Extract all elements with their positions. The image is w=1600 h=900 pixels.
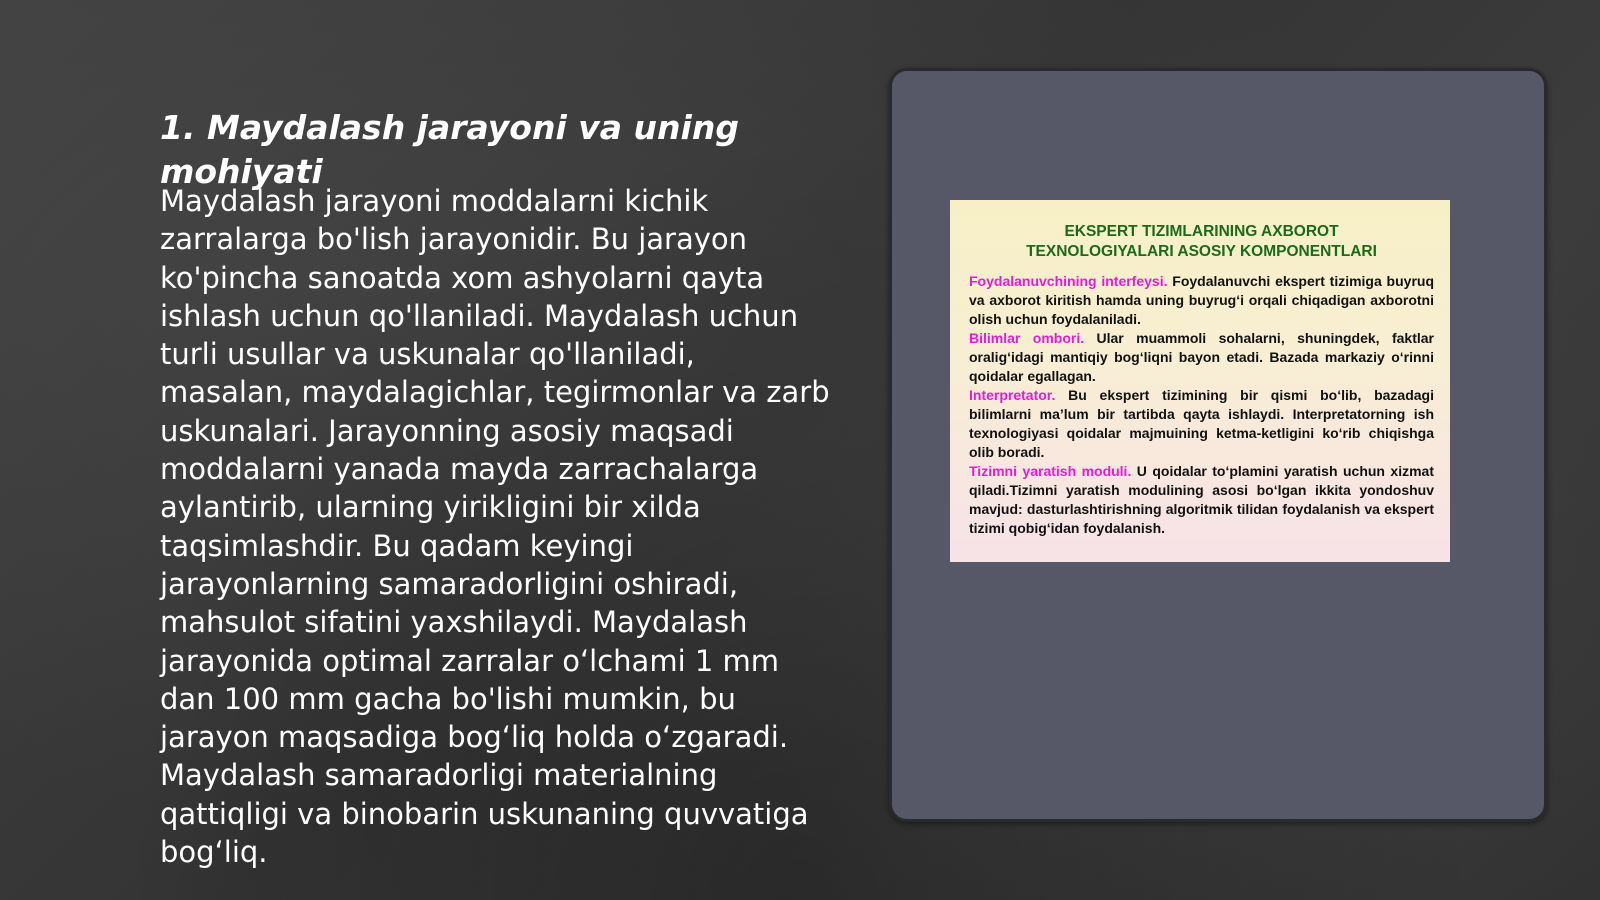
section-text: Foydalanuvchi ekspert tizimiga buyruq va axborot kiritish hamda uning buyrug‘i orqali chiqadigan axborotni olish uchun foydalaniladi. bbox=[969, 273, 1434, 327]
card-title-line-1: EKSPERT TIZIMLARINING AXBOROT bbox=[1064, 223, 1339, 240]
section-user-interface bbox=[969, 272, 1434, 329]
section-term: Foydalanuvchining interfeysi. bbox=[969, 273, 1168, 289]
slide-title: 1. Maydalash jarayoni va uning mohiyati bbox=[160, 108, 739, 191]
section-system-builder bbox=[969, 462, 1434, 538]
section-term: Bilimlar ombori. bbox=[969, 330, 1085, 346]
section-term: Interpretator. bbox=[969, 387, 1056, 403]
card-title-line-2: TEXNOLOGIYALARI ASOSIY KOMPONENTLARI bbox=[1026, 243, 1377, 260]
section-text: Ular muammoli sohalarni, shuningdek, faktlar oralig‘idagi mantiqiy bog‘liqni bayon etadi. Bazada markaziy o‘rinni qoidalar egallagan. bbox=[969, 330, 1434, 384]
section-term: Tizimni yaratish moduli. bbox=[969, 463, 1132, 479]
slide-body-text: Maydalash jarayoni moddalarni kichik zarralarga bo'lish jarayonidir. Bu jarayon ko'pincha sanoatda xom ashyolarni qayta ishlash uchun qo'llaniladi. Maydalash uchun turli usullar va uskunalar qo'llaniladi, masalan, maydalagichlar, tegirmonlar va zarb uskunalari. Jarayonning asosiy maqsadi moddalarni yanada mayda zarrachalarga aylantirib, ularning yirikligini bir xilda taqsimlashdir. Bu qadam keyingi jarayonlarning samaradorligini oshiradi, mahsulot sifatini yaxshilaydi. Maydalash jarayonida optimal zarralar o‘lchami 1 mm dan 100 mm gacha bo'lishi mumkin, bu jarayon maqsadiga bog‘liq holda o‘zgaradi. Maydalash samaradorligi materialning qattiqligi va binobarin uskunaning quvvatiga bog‘liq. bbox=[160, 184, 830, 870]
section-knowledge-base bbox=[969, 329, 1434, 386]
section-interpreter bbox=[969, 386, 1434, 462]
section-text: U qoidalar to‘plamini yaratish uchun xizmat qiladi.Tizimni yaratish modulining asosi bo‘lgan ikkita yondoshuv mavjud: dasturlashtirishning algoritmik tilidan foydalanish va ekspert tizimi qobig‘idan foydalanish. bbox=[969, 463, 1434, 536]
components-image bbox=[950, 200, 1450, 562]
text-column bbox=[160, 106, 830, 871]
card-title bbox=[969, 222, 1434, 262]
section-text: Bu ekspert tizimining bir qismi bo‘lib, bazadagi bilimlarni ma’lum bir tartibda qayta ishlaydi. Interpretatorning ish texnologiyasi qoidalar majmuining ketma-ketligini ko‘rib chiqishga olib boradi. bbox=[969, 387, 1434, 460]
